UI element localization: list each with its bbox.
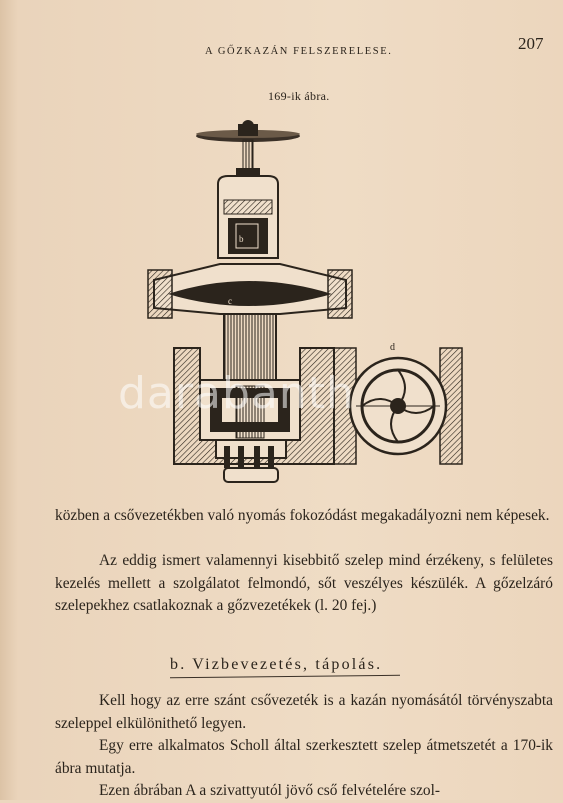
- heading-underline: [170, 675, 400, 678]
- paragraph-figure-ref: Ezen ábrában A a szivattyutól jövő cső felvételére szol-: [99, 782, 441, 799]
- paragraph-pipe: Kell hogy az erre szánt csővezeték is a kazán nyomásától törvényszabta szeleppel elkülönithető legyen.: [55, 692, 553, 732]
- valve-illustration: [140, 118, 470, 493]
- section-body: [55, 690, 553, 803]
- label-c: c: [228, 296, 232, 306]
- watermark: darabanth: [118, 368, 355, 419]
- running-header: A GŐZKAZÁN FELSZERELESE.: [205, 46, 393, 57]
- paragraph-scholl-valve: Egy erre alkalmatos Scholl által szerkesztett szelep átmetszetét a 170-ik ábra mutatja.: [55, 737, 553, 777]
- label-b: b: [239, 234, 244, 244]
- handwheel: [196, 120, 300, 142]
- figure-caption: 169-ik ábra.: [268, 89, 330, 103]
- label-d: d: [390, 342, 395, 353]
- paragraph-reducing-valves: Az eddig ismert valamennyi kisebbitő szelep mind érzékeny, s felületes kezelés mellett a szolgálatot felmondó, sőt veszélyes készülék. A gőzelzáró szelepekhez csatlakoznak a gőzvezetékek (l. 20 fej.): [55, 552, 553, 614]
- section-heading: [170, 656, 382, 674]
- paragraph-continuation: közben a csővezetékben való nyomás fokozódást megakadályozni nem képesek.: [55, 507, 550, 524]
- page-number: 207: [518, 34, 544, 53]
- section-heading-text: b. Vizbevezetés, tápolás.: [170, 656, 383, 673]
